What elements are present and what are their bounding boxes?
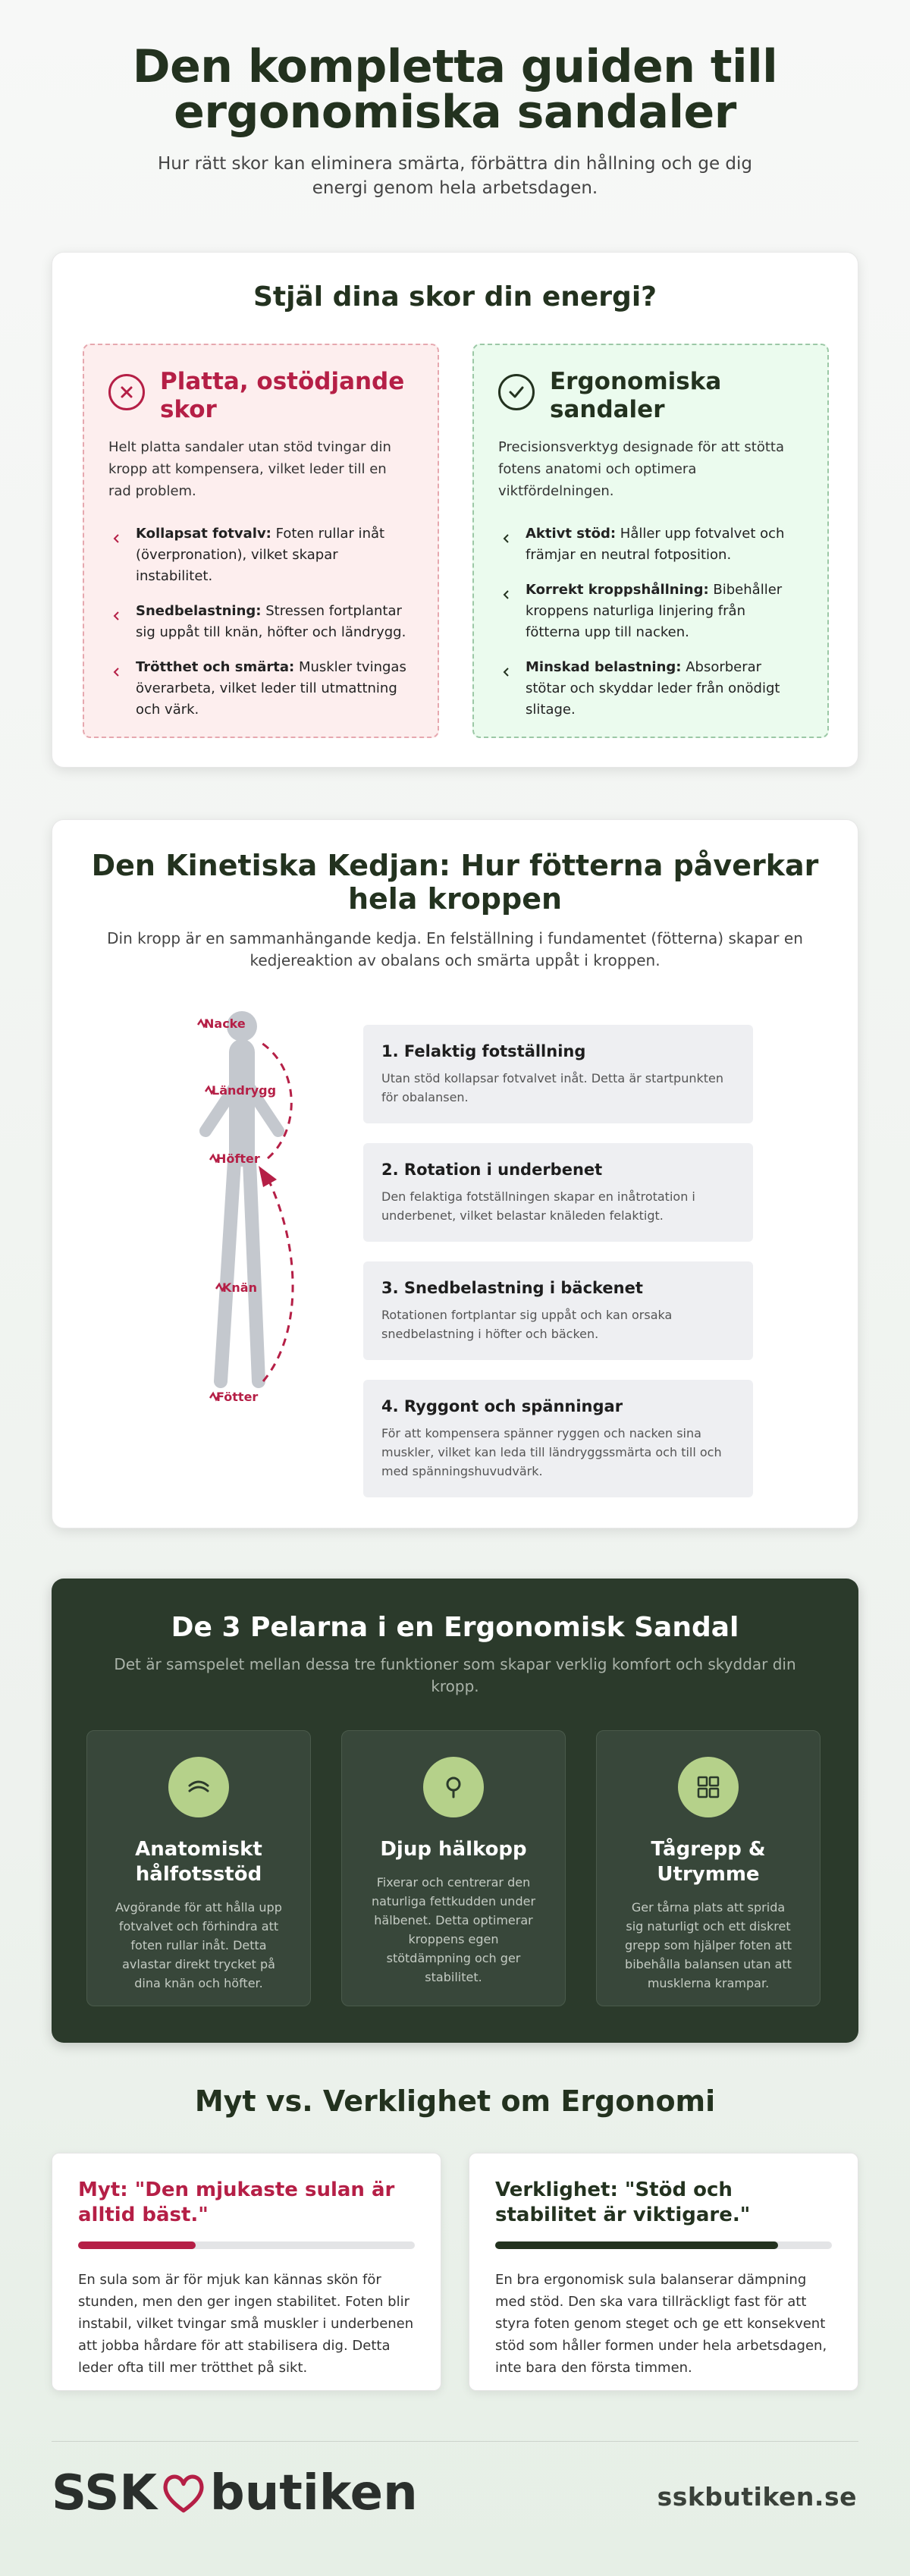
list-item — [498, 657, 803, 721]
label-back: Ländrygg — [212, 1083, 277, 1098]
reality-level-bar — [495, 2241, 832, 2249]
item-bold: Kollapsat fotvalv: — [136, 526, 271, 542]
myth-level-bar — [78, 2241, 415, 2249]
body-diagram — [189, 1002, 333, 1412]
reality-text: En bra ergonomisk sula balanserar dämpning med stöd. Den ska vara tillräckligt fast för att styra foten genom steget och ge ett konsekvent stöd som håller formen under hela arbetsdagen, inte bara den första timmen. — [495, 2272, 827, 2376]
kinetic-chain-title: Den Kinetiska Kedjan: Hur fötterna påverkar hela kroppen — [91, 849, 819, 916]
label-hips: Höfter — [216, 1151, 260, 1166]
step-text: Den felaktiga fotställningen skapar en inåtrotation i underbenet, vilket belastar knäleden felaktigt. — [381, 1189, 695, 1223]
item-bold: Aktivt stöd: — [526, 526, 617, 542]
list-item — [498, 523, 803, 566]
pillar-text: Ger tårna plats att sprida sig naturligt och ett diskret grepp som hjälper foten att bibehålla balansen utan att musklerna krampar. — [624, 1900, 792, 1990]
pillars-title: De 3 Pelarna i en Ergonomisk Sandal — [171, 1612, 739, 1643]
item-bold: Korrekt kroppshållning: — [526, 582, 709, 598]
myth-card — [52, 2153, 441, 2391]
logo-text-right: butiken — [209, 2465, 418, 2521]
reality-level-fill — [495, 2241, 778, 2249]
page-subtitle: Hur rätt skor kan eliminera smärta, förbättra din hållning och ge dig energi genom hela arbetsdagen. — [158, 154, 752, 198]
chain-steps — [363, 1025, 753, 1517]
myth-level-fill — [78, 2241, 196, 2249]
chevron-left-icon — [498, 523, 526, 566]
heart-icon — [160, 2470, 207, 2517]
pillar-card — [596, 1730, 821, 2006]
myth-text: En sula som är för mjuk kan kännas skön för stunden, men den ger ingen stabilitet. Foten blir instabil, vilket tvingar små muskler i underbenen att jobba hårdare för att stabilisera dig. Detta leder ofta till mer trötthet på sikt. — [78, 2272, 414, 2376]
step-title: 1. Felaktig fotställning — [381, 1042, 586, 1060]
item-text: Foten rullar inåt (överpronation), vilket skapar instabilitet. — [136, 526, 385, 584]
flat-shoes-intro: Helt platta sandaler utan stöd tvingar din kropp att kompensera, vilket leder till en rad problem. — [108, 439, 391, 499]
item-text: Stressen fortplantar sig uppåt till knän, höfter och ländrygg. — [136, 603, 406, 640]
pillar-title: Djup hälkopp — [380, 1838, 527, 1861]
myth-title: Myt: "Den mjukaste sulan är alltid bäst." — [78, 2179, 395, 2226]
grid-icon — [678, 1757, 739, 1817]
website-link[interactable]: sskbutiken.se — [657, 2482, 857, 2512]
chevron-left-icon — [108, 657, 136, 721]
ergonomic-sandals-intro: Precisionsverktyg designade för att stötta fotens anatomi och optimera viktfördelningen. — [498, 439, 784, 499]
reality-title: Verklighet: "Stöd och stabilitet är viktigare." — [495, 2179, 751, 2226]
reaction-arrow-upper — [262, 1043, 291, 1158]
step-card — [363, 1143, 753, 1242]
ergonomic-sandals-title: Ergonomiska sandaler — [550, 368, 722, 423]
step-title: 3. Snedbelastning i bäckenet — [381, 1279, 643, 1297]
pillars-subtitle: Det är samspelet mellan dessa tre funktioner som skapar verklig komfort och skyddar din kropp. — [114, 1655, 796, 1695]
item-bold: Snedbelastning: — [136, 603, 262, 619]
reaction-arrow-lower — [263, 1178, 293, 1381]
heel-cup-icon — [423, 1757, 484, 1817]
list-item — [108, 523, 413, 587]
step-card — [363, 1380, 753, 1497]
item-text: Bibehåller kroppens naturliga linjering från fötterna upp till nacken. — [526, 582, 783, 640]
arch-icon — [168, 1757, 229, 1817]
step-title: 4. Ryggont och spänningar — [381, 1397, 623, 1415]
footer-divider — [52, 2441, 858, 2442]
energy-title: Stjäl dina skor din energi? — [253, 281, 657, 313]
label-feet: Fötter — [216, 1390, 259, 1404]
page-title: Den kompletta guiden till ergonomiska sandaler — [132, 40, 778, 139]
chevron-left-icon — [498, 657, 526, 721]
step-text: För att kompensera spänner ryggen och nacken sina muskler, vilket kan leda till ländryggssmärta och till och med spänningshuvudvärk. — [381, 1426, 722, 1478]
reality-card — [469, 2153, 858, 2391]
pillar-title: Tågrepp & Utrymme — [651, 1838, 766, 1886]
myth-section-title: Myt vs. Verklighet om Ergonomi — [194, 2084, 716, 2118]
ergonomic-sandals-panel — [472, 344, 829, 738]
kinetic-chain-subtitle: Din kropp är en sammanhängande kedja. En felställning i fundamentet (fötterna) skapar en kedjereaktion av obalans och smärta uppåt i kroppen. — [107, 929, 803, 969]
chevron-left-icon — [108, 601, 136, 643]
flat-shoes-panel — [83, 344, 439, 738]
step-text: Rotationen fortplantar sig uppåt och kan orsaka snedbelastning i höfter och bäcken. — [381, 1308, 673, 1341]
pillars-section — [52, 1579, 858, 2043]
item-text: Absorberar stötar och skyddar leder från onödigt slitage. — [526, 659, 780, 718]
arrow-head-icon — [259, 1166, 277, 1187]
list-item — [108, 601, 413, 643]
item-text: Håller upp fotvalvet och främjar en neutral fotposition. — [526, 526, 785, 563]
pillar-card — [86, 1730, 311, 2006]
chevron-left-icon — [498, 580, 526, 643]
step-text: Utan stöd kollapsar fotvalvet inåt. Detta är startpunkten för obalansen. — [381, 1071, 724, 1104]
pillar-text: Avgörande för att hålla upp fotvalvet och förhindra att foten rullar inåt. Detta avlastar direkt trycket på dina knän och höfter. — [115, 1900, 282, 1990]
check-circle-icon — [498, 374, 535, 410]
item-bold: Minskad belastning: — [526, 659, 682, 675]
step-title: 2. Rotation i underbenet — [381, 1161, 603, 1179]
kinetic-chain-section — [52, 819, 858, 1528]
label-knees: Knän — [222, 1280, 257, 1295]
item-bold: Trötthet och smärta: — [136, 659, 295, 675]
ssk-logo — [52, 2465, 418, 2521]
list-item — [108, 657, 413, 721]
x-circle-icon — [108, 374, 145, 410]
step-card — [363, 1261, 753, 1360]
item-text: Muskler tvingas överarbeta, vilket leder till utmattning och värk. — [136, 659, 406, 718]
body-silhouette — [206, 1011, 278, 1381]
flat-shoes-title: Platta, ostödjande skor — [160, 368, 405, 423]
hero — [0, 40, 910, 200]
chevron-left-icon — [108, 523, 136, 587]
list-item — [498, 580, 803, 643]
pillar-title: Anatomiskt hålfotsstöd — [135, 1838, 262, 1886]
step-card — [363, 1025, 753, 1123]
energy-section — [52, 252, 858, 768]
label-neck: Nacke — [204, 1016, 246, 1031]
pillar-card — [341, 1730, 566, 2006]
pillar-text: Fixerar och centrerar den naturliga fettkudden under hälbenet. Detta optimerar kroppens egen stötdämpning och ger stabilitet. — [371, 1875, 536, 1984]
logo-text-left: SSK — [52, 2465, 157, 2521]
